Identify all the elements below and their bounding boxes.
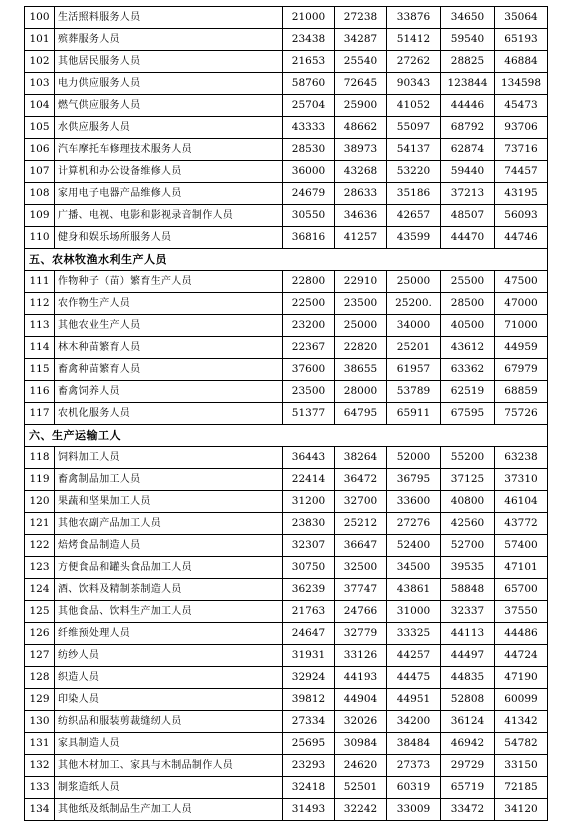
table-row — [25, 469, 548, 491]
wage-value-cell: 54137 — [387, 139, 441, 161]
wage-value-cell: 44193 — [335, 667, 387, 689]
table-row — [25, 667, 548, 689]
occupation-name-cell: 畜禽制品加工人员 — [55, 469, 283, 491]
row-number-cell: 124 — [25, 579, 55, 601]
wage-value-cell: 44951 — [387, 689, 441, 711]
table-row — [25, 359, 548, 381]
wage-value-cell: 56093 — [495, 205, 548, 227]
wage-value-cell: 44446 — [441, 95, 495, 117]
table-row — [25, 579, 548, 601]
wage-value-cell: 65700 — [495, 579, 548, 601]
table-row — [25, 557, 548, 579]
wage-value-cell: 32337 — [441, 601, 495, 623]
wage-value-cell: 37213 — [441, 183, 495, 205]
row-number-cell: 121 — [25, 513, 55, 535]
wage-value-cell: 36816 — [283, 227, 335, 249]
wage-value-cell: 68792 — [441, 117, 495, 139]
wage-value-cell: 35186 — [387, 183, 441, 205]
table-row — [25, 711, 548, 733]
occupation-name-cell: 其他木材加工、家具与木制品制作人员 — [55, 755, 283, 777]
occupation-name-cell: 殡葬服务人员 — [55, 29, 283, 51]
wage-value-cell: 33009 — [387, 799, 441, 821]
wage-value-cell: 25704 — [283, 95, 335, 117]
wage-value-cell: 25201 — [387, 337, 441, 359]
wage-value-cell: 25540 — [335, 51, 387, 73]
wage-value-cell: 52501 — [335, 777, 387, 799]
wage-value-cell: 65719 — [441, 777, 495, 799]
wage-value-cell: 57400 — [495, 535, 548, 557]
occupation-name-cell: 水供应服务人员 — [55, 117, 283, 139]
wage-value-cell: 59540 — [441, 29, 495, 51]
wage-value-cell: 44470 — [441, 227, 495, 249]
wage-value-cell: 35064 — [495, 7, 548, 29]
wage-value-cell: 37550 — [495, 601, 548, 623]
wage-value-cell: 58760 — [283, 73, 335, 95]
wage-value-cell: 43612 — [441, 337, 495, 359]
table-row — [25, 95, 548, 117]
wage-value-cell: 37600 — [283, 359, 335, 381]
section-header-row — [25, 249, 548, 271]
wage-value-cell: 43861 — [387, 579, 441, 601]
row-number-cell: 127 — [25, 645, 55, 667]
wage-value-cell: 36795 — [387, 469, 441, 491]
wage-value-cell: 24679 — [283, 183, 335, 205]
occupation-name-cell: 其他食品、饮料生产加工人员 — [55, 601, 283, 623]
wage-value-cell: 32500 — [335, 557, 387, 579]
table-row — [25, 117, 548, 139]
occupation-name-cell: 印染人员 — [55, 689, 283, 711]
wage-value-cell: 41257 — [335, 227, 387, 249]
wage-value-cell: 61957 — [387, 359, 441, 381]
table-row — [25, 205, 548, 227]
wage-value-cell: 51412 — [387, 29, 441, 51]
wage-value-cell: 46942 — [441, 733, 495, 755]
wage-value-cell: 33325 — [387, 623, 441, 645]
wage-value-cell: 38655 — [335, 359, 387, 381]
occupation-name-cell: 燃气供应服务人员 — [55, 95, 283, 117]
wage-value-cell: 25000 — [387, 271, 441, 293]
wage-value-cell: 25212 — [335, 513, 387, 535]
wage-value-cell: 93706 — [495, 117, 548, 139]
wage-value-cell: 90343 — [387, 73, 441, 95]
wage-value-cell: 33126 — [335, 645, 387, 667]
wage-value-cell: 31931 — [283, 645, 335, 667]
wage-value-cell: 25695 — [283, 733, 335, 755]
occupation-name-cell: 农作物生产人员 — [55, 293, 283, 315]
wage-value-cell: 53789 — [387, 381, 441, 403]
wage-value-cell: 28500 — [441, 293, 495, 315]
wage-value-cell: 21000 — [283, 7, 335, 29]
wage-value-cell: 45473 — [495, 95, 548, 117]
row-number-cell: 129 — [25, 689, 55, 711]
wage-value-cell: 65911 — [387, 403, 441, 425]
row-number-cell: 122 — [25, 535, 55, 557]
occupation-name-cell: 畜禽种苗繁育人员 — [55, 359, 283, 381]
wage-value-cell: 22500 — [283, 293, 335, 315]
wage-value-cell: 38484 — [387, 733, 441, 755]
row-number-cell: 131 — [25, 733, 55, 755]
table-row — [25, 73, 548, 95]
wage-value-cell: 123844 — [441, 73, 495, 95]
wage-value-cell: 63238 — [495, 447, 548, 469]
row-number-cell: 105 — [25, 117, 55, 139]
occupation-name-cell: 酒、饮料及精制茶制造人员 — [55, 579, 283, 601]
row-number-cell: 103 — [25, 73, 55, 95]
wage-value-cell: 36647 — [335, 535, 387, 557]
table-row — [25, 799, 548, 821]
wage-value-cell: 44835 — [441, 667, 495, 689]
wage-value-cell: 44497 — [441, 645, 495, 667]
wage-value-cell: 59440 — [441, 161, 495, 183]
wage-value-cell: 32700 — [335, 491, 387, 513]
occupation-name-cell: 计算机和办公设备维修人员 — [55, 161, 283, 183]
wage-value-cell: 44724 — [495, 645, 548, 667]
occupation-name-cell: 纺纱人员 — [55, 645, 283, 667]
row-number-cell: 119 — [25, 469, 55, 491]
wage-value-cell: 23500 — [335, 293, 387, 315]
wage-value-cell: 43195 — [495, 183, 548, 205]
row-number-cell: 120 — [25, 491, 55, 513]
wage-value-cell: 43333 — [283, 117, 335, 139]
wage-value-cell: 41052 — [387, 95, 441, 117]
wage-value-cell: 44257 — [387, 645, 441, 667]
wage-value-cell: 39812 — [283, 689, 335, 711]
wage-value-cell: 39535 — [441, 557, 495, 579]
row-number-cell: 134 — [25, 799, 55, 821]
wage-value-cell: 34120 — [495, 799, 548, 821]
wage-value-cell: 48662 — [335, 117, 387, 139]
wage-value-cell: 22800 — [283, 271, 335, 293]
table-row — [25, 271, 548, 293]
table-row — [25, 293, 548, 315]
wage-value-cell: 31493 — [283, 799, 335, 821]
occupation-name-cell: 家具制造人员 — [55, 733, 283, 755]
wage-value-cell: 36124 — [441, 711, 495, 733]
wage-value-cell: 25500 — [441, 271, 495, 293]
wage-value-cell: 44475 — [387, 667, 441, 689]
wage-value-cell: 75726 — [495, 403, 548, 425]
wage-value-cell: 29729 — [441, 755, 495, 777]
occupation-name-cell: 生活照料服务人员 — [55, 7, 283, 29]
section-title: 五、农林牧渔水利生产人员 — [25, 249, 548, 271]
table-row — [25, 733, 548, 755]
occupation-name-cell: 家用电子电器产品维修人员 — [55, 183, 283, 205]
row-number-cell: 130 — [25, 711, 55, 733]
row-number-cell: 113 — [25, 315, 55, 337]
wage-value-cell: 73716 — [495, 139, 548, 161]
table-row — [25, 755, 548, 777]
wage-value-cell: 54782 — [495, 733, 548, 755]
occupation-name-cell: 织造人员 — [55, 667, 283, 689]
wage-value-cell: 68859 — [495, 381, 548, 403]
table-row — [25, 139, 548, 161]
wage-value-cell: 40500 — [441, 315, 495, 337]
wage-value-cell: 74457 — [495, 161, 548, 183]
wage-value-cell: 30550 — [283, 205, 335, 227]
wage-value-cell: 21653 — [283, 51, 335, 73]
row-number-cell: 112 — [25, 293, 55, 315]
wage-value-cell: 22820 — [335, 337, 387, 359]
row-number-cell: 115 — [25, 359, 55, 381]
row-number-cell: 114 — [25, 337, 55, 359]
wage-value-cell: 53220 — [387, 161, 441, 183]
row-number-cell: 116 — [25, 381, 55, 403]
table-row — [25, 227, 548, 249]
wage-value-cell: 24647 — [283, 623, 335, 645]
wage-value-cell: 25000 — [335, 315, 387, 337]
wage-value-cell: 23293 — [283, 755, 335, 777]
row-number-cell: 118 — [25, 447, 55, 469]
row-number-cell: 107 — [25, 161, 55, 183]
wage-value-cell: 52000 — [387, 447, 441, 469]
wage-value-cell: 28825 — [441, 51, 495, 73]
wage-value-cell: 23500 — [283, 381, 335, 403]
wage-value-cell: 44904 — [335, 689, 387, 711]
wage-value-cell: 40800 — [441, 491, 495, 513]
wage-value-cell: 46884 — [495, 51, 548, 73]
occupation-name-cell: 作物种子（苗）繁育生产人员 — [55, 271, 283, 293]
table-row — [25, 447, 548, 469]
wage-value-cell: 42657 — [387, 205, 441, 227]
wage-value-cell: 43268 — [335, 161, 387, 183]
wage-value-cell: 32307 — [283, 535, 335, 557]
wage-value-cell: 44113 — [441, 623, 495, 645]
wage-value-cell: 47500 — [495, 271, 548, 293]
wage-value-cell: 55200 — [441, 447, 495, 469]
occupation-wage-table — [24, 6, 548, 821]
occupation-name-cell: 汽车摩托车修理技术服务人员 — [55, 139, 283, 161]
wage-value-cell: 38264 — [335, 447, 387, 469]
table-row — [25, 161, 548, 183]
wage-value-cell: 52400 — [387, 535, 441, 557]
row-number-cell: 108 — [25, 183, 55, 205]
wage-value-cell: 37310 — [495, 469, 548, 491]
row-number-cell: 117 — [25, 403, 55, 425]
row-number-cell: 133 — [25, 777, 55, 799]
wage-value-cell: 32026 — [335, 711, 387, 733]
table-row — [25, 601, 548, 623]
wage-value-cell: 32242 — [335, 799, 387, 821]
wage-value-cell: 36239 — [283, 579, 335, 601]
wage-value-cell: 28633 — [335, 183, 387, 205]
wage-value-cell: 51377 — [283, 403, 335, 425]
table-row — [25, 7, 548, 29]
wage-value-cell: 42560 — [441, 513, 495, 535]
wage-value-cell: 43599 — [387, 227, 441, 249]
wage-value-cell: 55097 — [387, 117, 441, 139]
table-row — [25, 623, 548, 645]
occupation-name-cell: 畜禽饲养人员 — [55, 381, 283, 403]
wage-value-cell: 27334 — [283, 711, 335, 733]
table-row — [25, 689, 548, 711]
occupation-name-cell: 焙烤食品制造人员 — [55, 535, 283, 557]
wage-value-cell: 43772 — [495, 513, 548, 535]
wage-value-cell: 48507 — [441, 205, 495, 227]
section-title: 六、生产运输工人 — [25, 425, 548, 447]
wage-value-cell: 44959 — [495, 337, 548, 359]
wage-value-cell: 38973 — [335, 139, 387, 161]
occupation-name-cell: 纺织品和服装剪裁缝纫人员 — [55, 711, 283, 733]
row-number-cell: 101 — [25, 29, 55, 51]
wage-value-cell: 72645 — [335, 73, 387, 95]
wage-value-cell: 52808 — [441, 689, 495, 711]
wage-value-cell: 25900 — [335, 95, 387, 117]
row-number-cell: 111 — [25, 271, 55, 293]
wage-value-cell: 34650 — [441, 7, 495, 29]
wage-value-cell: 23830 — [283, 513, 335, 535]
occupation-name-cell: 农机化服务人员 — [55, 403, 283, 425]
wage-value-cell: 44746 — [495, 227, 548, 249]
wage-value-cell: 58848 — [441, 579, 495, 601]
occupation-name-cell: 果蔬和坚果加工人员 — [55, 491, 283, 513]
wage-value-cell: 28530 — [283, 139, 335, 161]
wage-value-cell: 33600 — [387, 491, 441, 513]
table-row — [25, 777, 548, 799]
wage-value-cell: 34636 — [335, 205, 387, 227]
wage-value-cell: 32779 — [335, 623, 387, 645]
wage-value-cell: 25200. — [387, 293, 441, 315]
wage-value-cell: 72185 — [495, 777, 548, 799]
row-number-cell: 106 — [25, 139, 55, 161]
table-row — [25, 29, 548, 51]
wage-value-cell: 64795 — [335, 403, 387, 425]
table-row — [25, 51, 548, 73]
row-number-cell: 128 — [25, 667, 55, 689]
row-number-cell: 123 — [25, 557, 55, 579]
wage-value-cell: 33472 — [441, 799, 495, 821]
wage-value-cell: 34287 — [335, 29, 387, 51]
wage-value-cell: 23200 — [283, 315, 335, 337]
wage-value-cell: 67979 — [495, 359, 548, 381]
wage-value-cell: 33150 — [495, 755, 548, 777]
wage-value-cell: 22414 — [283, 469, 335, 491]
wage-value-cell: 47190 — [495, 667, 548, 689]
wage-value-cell: 67595 — [441, 403, 495, 425]
wage-value-cell: 52700 — [441, 535, 495, 557]
occupation-name-cell: 制浆造纸人员 — [55, 777, 283, 799]
row-number-cell: 132 — [25, 755, 55, 777]
table-row — [25, 315, 548, 337]
table-row — [25, 381, 548, 403]
wage-value-cell: 21763 — [283, 601, 335, 623]
wage-value-cell: 36443 — [283, 447, 335, 469]
wage-value-cell: 24766 — [335, 601, 387, 623]
row-number-cell: 110 — [25, 227, 55, 249]
row-number-cell: 109 — [25, 205, 55, 227]
table-row — [25, 535, 548, 557]
wage-value-cell: 60319 — [387, 777, 441, 799]
wage-value-cell: 47101 — [495, 557, 548, 579]
wage-value-cell: 47000 — [495, 293, 548, 315]
wage-value-cell: 62874 — [441, 139, 495, 161]
wage-value-cell: 28000 — [335, 381, 387, 403]
wage-value-cell: 31000 — [387, 601, 441, 623]
wage-value-cell: 36000 — [283, 161, 335, 183]
wage-value-cell: 134598 — [495, 73, 548, 95]
occupation-name-cell: 其他农业生产人员 — [55, 315, 283, 337]
occupation-name-cell: 广播、电视、电影和影视录音制作人员 — [55, 205, 283, 227]
row-number-cell: 125 — [25, 601, 55, 623]
occupation-name-cell: 电力供应服务人员 — [55, 73, 283, 95]
wage-value-cell: 34500 — [387, 557, 441, 579]
wage-value-cell: 60099 — [495, 689, 548, 711]
wage-value-cell: 31200 — [283, 491, 335, 513]
occupation-name-cell: 其他居民服务人员 — [55, 51, 283, 73]
wage-value-cell: 71000 — [495, 315, 548, 337]
wage-value-cell: 30750 — [283, 557, 335, 579]
section-header-row — [25, 425, 548, 447]
wage-value-cell: 41342 — [495, 711, 548, 733]
occupation-name-cell: 其他农副产品加工人员 — [55, 513, 283, 535]
wage-value-cell: 65193 — [495, 29, 548, 51]
wage-value-cell: 30984 — [335, 733, 387, 755]
wage-value-cell: 46104 — [495, 491, 548, 513]
wage-value-cell: 63362 — [441, 359, 495, 381]
wage-value-cell: 24620 — [335, 755, 387, 777]
wage-value-cell: 27276 — [387, 513, 441, 535]
row-number-cell: 100 — [25, 7, 55, 29]
wage-value-cell: 62519 — [441, 381, 495, 403]
row-number-cell: 126 — [25, 623, 55, 645]
table-row — [25, 183, 548, 205]
wage-value-cell: 44486 — [495, 623, 548, 645]
wage-value-cell: 27238 — [335, 7, 387, 29]
occupation-name-cell: 其他纸及纸制品生产加工人员 — [55, 799, 283, 821]
table-row — [25, 491, 548, 513]
occupation-name-cell: 林木种苗繁育人员 — [55, 337, 283, 359]
wage-value-cell: 27373 — [387, 755, 441, 777]
wage-value-cell: 22910 — [335, 271, 387, 293]
wage-value-cell: 27262 — [387, 51, 441, 73]
wage-value-cell: 32418 — [283, 777, 335, 799]
wage-value-cell: 33876 — [387, 7, 441, 29]
occupation-name-cell: 饲料加工人员 — [55, 447, 283, 469]
row-number-cell: 104 — [25, 95, 55, 117]
wage-value-cell: 32924 — [283, 667, 335, 689]
table-row — [25, 337, 548, 359]
table-row — [25, 513, 548, 535]
row-number-cell: 102 — [25, 51, 55, 73]
table-row — [25, 645, 548, 667]
occupation-name-cell: 健身和娱乐场所服务人员 — [55, 227, 283, 249]
table-body — [25, 7, 548, 821]
wage-value-cell: 34000 — [387, 315, 441, 337]
wage-value-cell: 36472 — [335, 469, 387, 491]
wage-value-cell: 34200 — [387, 711, 441, 733]
occupation-name-cell: 方便食品和罐头食品加工人员 — [55, 557, 283, 579]
wage-value-cell: 37747 — [335, 579, 387, 601]
occupation-name-cell: 纤维预处理人员 — [55, 623, 283, 645]
table-row — [25, 403, 548, 425]
wage-value-cell: 23438 — [283, 29, 335, 51]
wage-value-cell: 37125 — [441, 469, 495, 491]
wage-value-cell: 22367 — [283, 337, 335, 359]
